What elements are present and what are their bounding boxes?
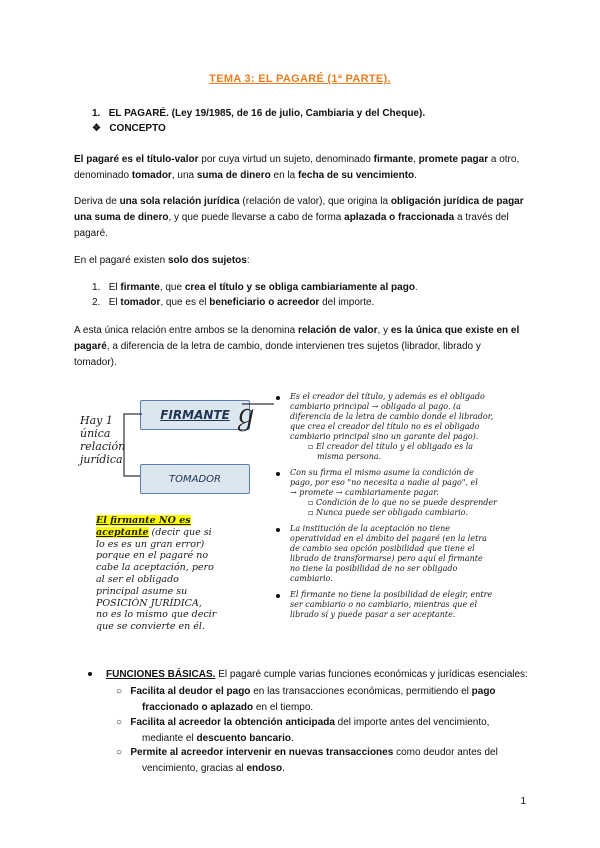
- text: (decir que si: [148, 526, 212, 538]
- text: aplazada o fraccionada: [344, 212, 455, 223]
- left-handwritten-note: [96, 515, 266, 633]
- text: .: [290, 733, 294, 744]
- text: que se convierte en él.: [96, 621, 205, 633]
- text: cambiario.: [290, 574, 333, 583]
- text: Facilita al acreedor la obtención anticipada: [130, 717, 335, 728]
- text: , que: [159, 282, 185, 293]
- text: , y que puede llevarse a cabo de forma: [168, 212, 345, 223]
- list-number: 1.: [92, 282, 101, 293]
- page-number: 1: [520, 796, 526, 807]
- text: única: [80, 427, 111, 440]
- text: es la única que existe en el: [390, 325, 520, 336]
- text: obligación jurídica de pagar: [390, 196, 524, 207]
- text: Facilita al deudor el pago: [130, 686, 251, 697]
- box-label: FIRMANTE: [160, 408, 230, 422]
- bullet-icon: [88, 672, 92, 676]
- text: El: [108, 297, 121, 308]
- text: fraccionado o aplazado: [142, 702, 254, 713]
- text: cambiario principal → obligado al pago. (a: [290, 402, 461, 411]
- text: mediante el: [142, 733, 197, 744]
- text: vencimiento, gracias al: [142, 763, 247, 774]
- bullet-icon: [276, 396, 280, 400]
- text: ,: [413, 154, 419, 165]
- subheading-label: CONCEPTO: [109, 123, 166, 134]
- text: (relación de valor), que origina la: [239, 196, 391, 207]
- bullet-icon: [276, 594, 280, 598]
- text: relación de valor: [298, 325, 378, 336]
- text: pagaré.: [74, 228, 108, 239]
- text: Hay 1: [80, 414, 113, 427]
- text: , a diferencia de la letra de cambio, donde intervienen tres sujetos (librador, librado y: [106, 341, 481, 352]
- text: beneficiario o acreedor: [209, 297, 320, 308]
- text: fecha de su vencimiento: [298, 170, 415, 181]
- text: librado de transformarse) pero aquí el firmante: [290, 554, 483, 563]
- text: diferencia de la letra de cambio donde el librador,: [290, 412, 494, 421]
- paragraph-concepto: [74, 152, 534, 184]
- text: principal asume su: [96, 585, 188, 597]
- subheading: [92, 121, 166, 137]
- text: El creador del título y el obligado es la: [315, 442, 474, 451]
- text: firmante: [373, 154, 414, 165]
- list-item: [274, 524, 534, 584]
- text: pago: [471, 686, 496, 697]
- list-item: [274, 468, 534, 518]
- text: Condición de lo que no se puede desprender: [315, 498, 497, 507]
- circle-bullet-icon: ○: [116, 686, 123, 697]
- text: en el tiempo.: [253, 702, 314, 713]
- text: crea el título y se obliga cambiariamente al pago: [184, 282, 415, 293]
- text: tomador: [120, 297, 161, 308]
- text: que crea el creador del título no es el obligado: [290, 422, 480, 431]
- text: por cuya virtud un sujeto, denominado: [198, 154, 374, 165]
- text: Nunca puede ser obligado cambiario.: [315, 508, 468, 517]
- text: a otro,: [488, 154, 520, 165]
- text: POSICIÓN JURÍDICA,: [96, 597, 202, 609]
- text: porque en el pagaré no: [96, 550, 209, 562]
- list-number: 2.: [92, 297, 101, 308]
- heading-law: (Ley 19/1985, de 16 de julio, Cambiaria y del Cheque).: [171, 108, 426, 119]
- text: Con su firma el mismo asume la condición de: [290, 468, 474, 477]
- text: solo dos sujetos: [167, 255, 247, 266]
- paragraph-relacion-valor: [74, 323, 536, 371]
- text: El pagaré cumple varias funciones económicas y jurídicas esenciales:: [215, 669, 528, 680]
- paragraph-relacion: [74, 194, 534, 242]
- text: no es lo mismo que decir: [96, 609, 217, 621]
- text: En el pagaré existen: [74, 255, 168, 266]
- text: endoso: [246, 763, 283, 774]
- text: promete pagar: [418, 154, 489, 165]
- text: cabe la aceptación, pero: [96, 562, 214, 574]
- heading-number: 1.: [92, 108, 101, 119]
- side-note: [80, 414, 125, 466]
- text: tomador).: [74, 357, 117, 368]
- text: → promete → cambiariamente pagar.: [290, 488, 439, 497]
- highlighted-text: aceptante: [96, 526, 149, 538]
- text: en las transacciones económicas, permitiendo el: [250, 686, 472, 697]
- bullet-icon: [276, 472, 280, 476]
- text: librado sí y puede pasar a ser aceptante.: [290, 610, 456, 619]
- text: jurídica: [80, 453, 123, 466]
- text: ser cambiario o no cambiario, mientras que el: [290, 600, 478, 609]
- text: como deudor antes del: [393, 747, 498, 758]
- paragraph-sujetos: [74, 253, 250, 269]
- text: pago, por eso "no necesita a nadie al pago", el: [290, 478, 478, 487]
- highlighted-text: El firmante NO es: [96, 515, 191, 526]
- text: , una: [171, 170, 197, 181]
- heading-label: EL PAGARÉ.: [108, 108, 169, 119]
- list-item: [274, 590, 534, 620]
- list-item: [92, 295, 374, 311]
- circle-bullet-icon: ○: [116, 747, 123, 758]
- list-item: [274, 392, 534, 462]
- text: Es el creador del título, y además es el obligado: [290, 392, 485, 401]
- text: lo es es un gran error): [96, 538, 205, 550]
- text: El firmante no tiene la posibilidad de elegir, entre: [290, 590, 493, 599]
- text: suma de dinero: [196, 170, 271, 181]
- text: FUNCIONES BÁSICAS.: [106, 669, 216, 680]
- text: una sola relación jurídica: [119, 196, 240, 207]
- text: .: [414, 282, 418, 293]
- text: pagaré: [74, 341, 107, 352]
- text: , y: [377, 325, 391, 336]
- text: La institución de la aceptación no tiene: [290, 524, 450, 533]
- text: cambiario principal sino un garante del pago).: [290, 432, 479, 441]
- text: denominado: [74, 170, 132, 181]
- text: El pagaré es el: [74, 154, 147, 165]
- text: El: [108, 282, 121, 293]
- text: descuento bancario: [196, 733, 291, 744]
- text: Permite al acreedor intervenir en nuevas transacciones: [130, 747, 394, 758]
- text: relación: [80, 440, 126, 453]
- page-title: TEMA 3: EL PAGARÉ (1ª PARTE).: [209, 73, 391, 85]
- text: A esta única relación entre ambos se la denomina: [74, 325, 299, 336]
- diamond-bullet-icon: ❖: [92, 123, 101, 134]
- text: :: [246, 255, 250, 266]
- signature-icon: ℊ: [232, 398, 261, 431]
- list-item: [92, 280, 418, 296]
- bullet-icon: [276, 528, 280, 532]
- section-heading: [92, 106, 425, 122]
- text: al ser el obligado: [96, 573, 179, 585]
- funciones-item: [116, 745, 536, 777]
- text: no tiene la posibilidad de no ser obligado: [290, 564, 458, 573]
- text: operatividad en el ámbito del pagaré (en la letra: [290, 534, 487, 543]
- text: a través del: [454, 212, 509, 223]
- text: título-valor: [146, 154, 199, 165]
- funciones-item: [116, 715, 536, 747]
- text: de cambio sea opción posibilidad que tiene el: [290, 544, 475, 553]
- funciones-heading: [88, 667, 538, 683]
- sub-note: ▫ Condición de lo que no se puede desprender ▫ Nunca puede ser obligado cambiario.: [308, 498, 497, 517]
- text: .: [414, 170, 417, 181]
- text: firmante: [120, 282, 160, 293]
- tomador-box: [140, 464, 250, 494]
- text: del importe.: [319, 297, 375, 308]
- text: tomador: [131, 170, 172, 181]
- circle-bullet-icon: ○: [116, 717, 123, 728]
- funciones-item: [116, 684, 536, 716]
- text: Deriva de: [74, 196, 120, 207]
- sub-note: ▫ El creador del título y el obligado es la misma persona.: [290, 442, 534, 462]
- box-label: TOMADOR: [169, 473, 221, 485]
- text: en la: [270, 170, 299, 181]
- text: .: [282, 763, 285, 774]
- text: misma persona.: [317, 452, 382, 461]
- right-handwritten-notes: [274, 392, 534, 620]
- text: del importe antes del vencimiento,: [334, 717, 490, 728]
- text: una suma de dinero: [74, 212, 169, 223]
- text: , que es el: [160, 297, 210, 308]
